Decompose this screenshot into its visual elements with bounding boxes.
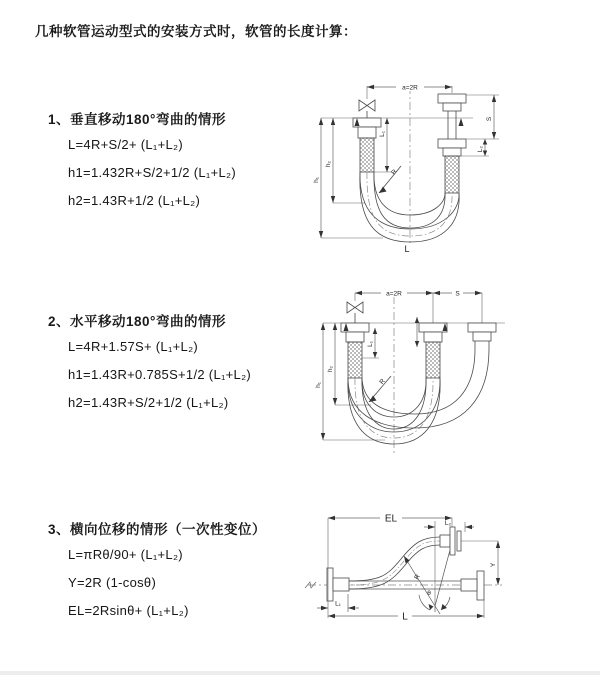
middle-flange [419, 323, 447, 342]
dim-label-l1: L₁ [335, 600, 341, 608]
valve-icon [347, 302, 363, 323]
valve-icon [359, 100, 375, 118]
dim-label-a2r: a=2R [386, 290, 402, 298]
dim-label-a2r: a=2R [402, 84, 418, 92]
right-flange-original [461, 571, 484, 600]
section-1-title: 垂直移动180°弯曲的情形 [70, 112, 226, 127]
formula-line: h1=1.432R+S/2+1/2 (L₁+L₂) [68, 165, 236, 180]
angle-label: θ [427, 590, 431, 597]
dim-label-h1: h₁ [315, 382, 322, 388]
formula-line: L=4R+S/2+ (L₁+L₂) [68, 137, 183, 152]
formula-line: h1=1.43R+0.785S+1/2 (L₁+L₂) [68, 367, 252, 382]
dim-label-l2: L₂ [444, 520, 452, 527]
diagram-lateral-displacement [300, 498, 598, 650]
section-2-heading [48, 310, 226, 330]
length-label: L [404, 244, 410, 254]
formula-line: EL=2Rsinθ+ (L₁+L₂) [68, 603, 189, 618]
right-flange-displaced [440, 527, 461, 555]
dim-label-l: L [402, 611, 408, 623]
dim-label-s: S [486, 116, 493, 122]
radius-label: R [413, 573, 422, 582]
dim-label-h2: h₂ [325, 160, 332, 168]
formula-line: Y=2R (1-cosθ) [68, 575, 157, 590]
braided-hose-section [348, 342, 362, 378]
formula-line: L=4R+1.57S+ (L₁+L₂) [68, 339, 199, 354]
section-3-formulas [68, 541, 189, 625]
radius-label: R [378, 377, 387, 386]
dim-label-s: S [455, 290, 460, 298]
page-title: 几种软管运动型式的安装方式时，软管的长度计算： [35, 24, 357, 39]
dim-label-y: Y [490, 562, 497, 568]
formula-line: L=πRθ/90+ (L₁+L₂) [68, 547, 183, 562]
section-3-number: 3、 [48, 522, 71, 537]
hose-moved-position [348, 349, 489, 428]
dim-label-h1: h₁ [313, 177, 320, 183]
section-1-number: 1、 [48, 112, 71, 127]
dim-label-h2: h₂ [327, 365, 334, 373]
dim-label-l1: L₁ [367, 341, 374, 347]
dim-label-l2: L₂ [477, 145, 484, 153]
hose-u-bend [360, 172, 459, 242]
braided-hose-section [426, 342, 440, 378]
dim-label-l1: L₁ [379, 131, 386, 137]
section-3-title: 横向位移的情形（一次性变位） [70, 522, 267, 537]
page-bottom-edge [0, 671, 600, 675]
section-1-formulas [68, 131, 236, 215]
section-2-number: 2、 [48, 314, 71, 329]
section-1-heading [48, 108, 226, 128]
braided-hose-section [360, 138, 374, 172]
left-flange [327, 568, 349, 601]
section-2-formulas [68, 333, 251, 417]
right-flange-moved-position [468, 323, 496, 349]
radius-label: R [390, 168, 399, 177]
formula-line: h2=1.43R+1/2 (L₁+L₂) [68, 193, 201, 208]
section-3-heading [48, 518, 266, 538]
section-2-title: 水平移动180°弯曲的情形 [70, 314, 226, 329]
diagram-vertical-180-bend [313, 72, 598, 257]
braided-hose-section [445, 156, 459, 193]
formula-line: h2=1.43R+S/2+1/2 (L₁+L₂) [68, 395, 229, 410]
diagram-horizontal-180-bend [313, 283, 598, 458]
dim-label-el: EL [384, 513, 398, 525]
